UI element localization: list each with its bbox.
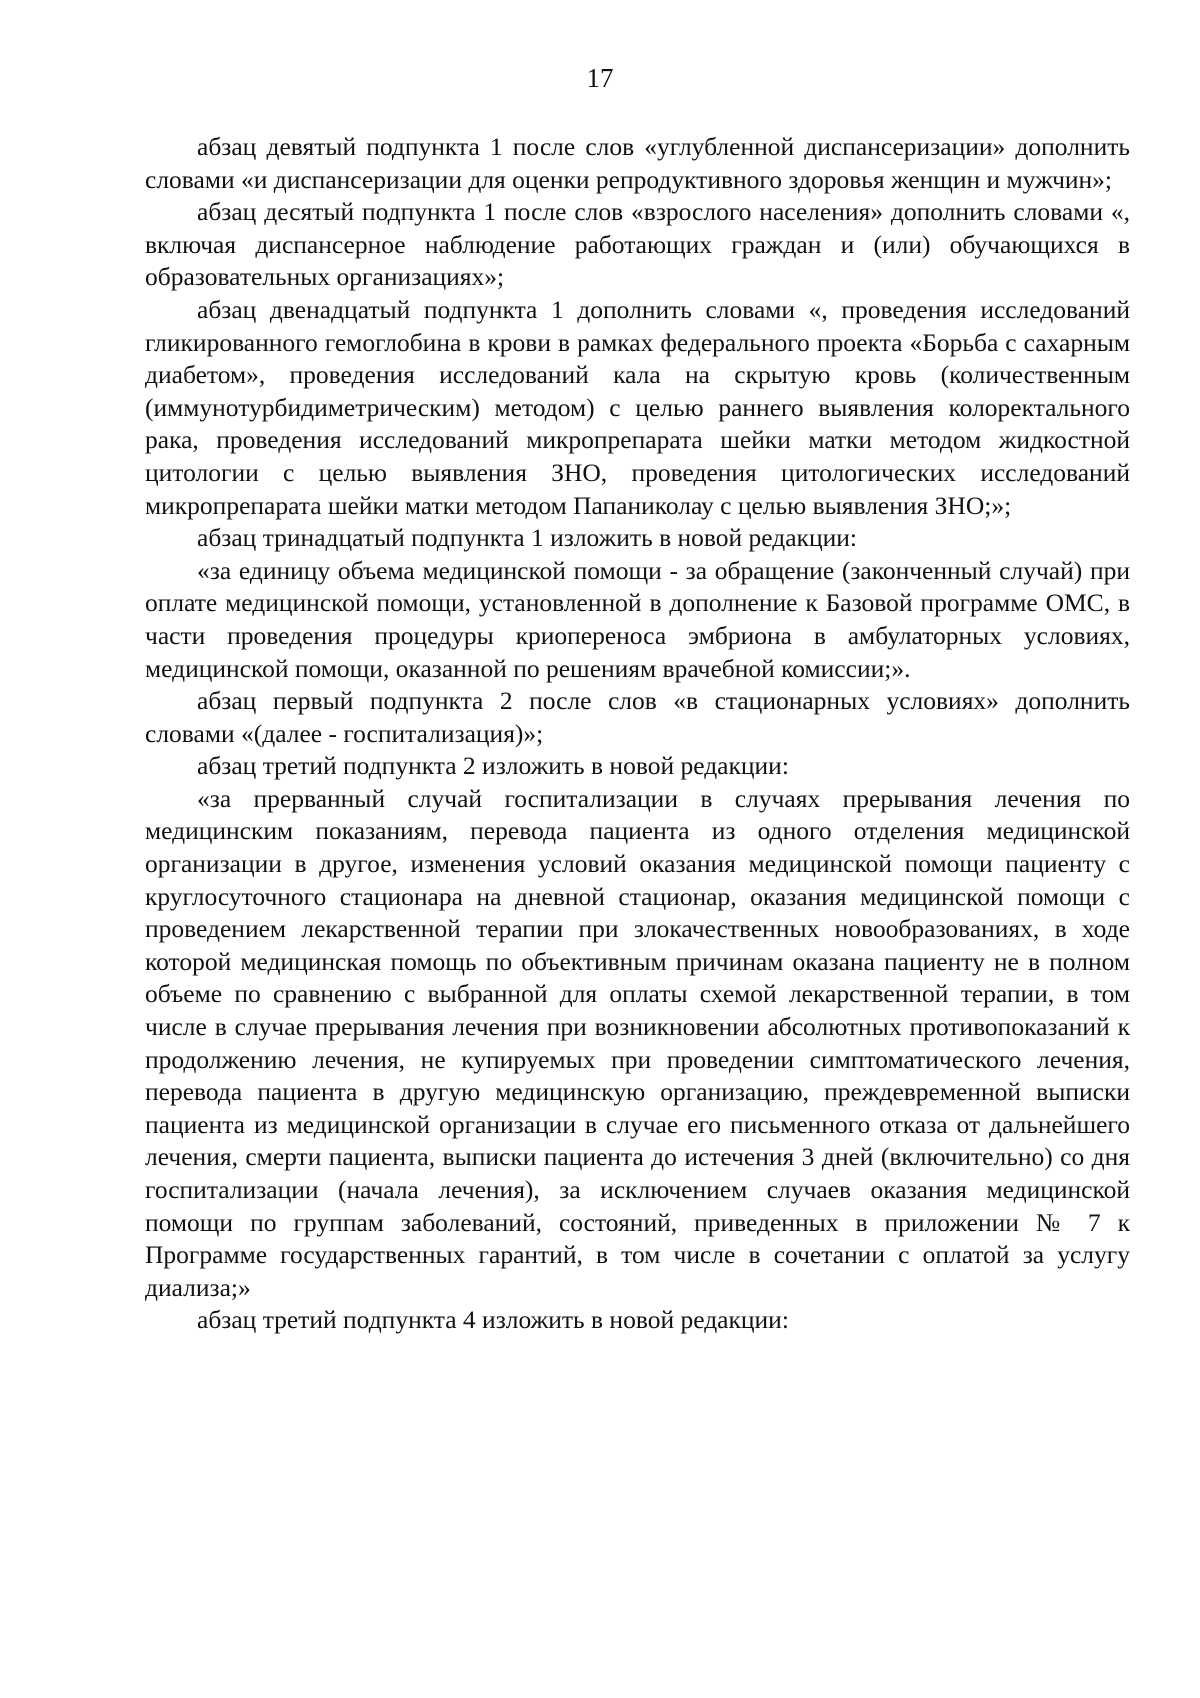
paragraph: абзац первый подпункта 2 после слов «в стационарных условиях» дополнить словами «(далее - госпитализация)»; [145,686,1130,748]
paragraph: абзац третий подпункта 4 изложить в новой редакции: [197,1305,789,1335]
paragraph: абзац девятый подпункта 1 после слов «углубленной диспансеризации» дополнить словами «и диспансеризации для оценки репродуктивного здоровья женщин и мужчин»; [145,132,1130,194]
quoted-paragraph: «за прерванный случай госпитализации в случаях прерывания лечения по медицинским показаниям, перевода пациента из одного отделения медицинской организации в другое, изменения условий оказания медицинской помощи пациенту с круглосуточного стационара на дневной стационар, оказания медицинской помощи с проведением лекарственной терапии при злокачественных новообразованиях, в ходе которой медицинская помощь по объективным причинам оказана пациенту не в полном объеме по сравнению с выбранной для оплаты схемой лекарственной терапии, в том числе в случае прерывания лечения при возникновении абсолютных противопоказаний к продолжению лечения, не купируемых при проведении симптоматического лечения, перевода пациента в другую медицинскую организацию, преждевременной выписки пациента из медицинской организации в случае его письменного отказа от дальнейшего лечения, смерти пациента, выписки пациента до истечения 3 дней (включительно) со дня госпитализации (начала лечения), за исключением случаев оказания медицинской помощи по группам заболеваний, состояний, приведенных в приложении № 7 к Программе государственных гарантий, в том числе в сочетании с оплатой за услугу диализа;» [145,783,1130,1302]
paragraph: абзац десятый подпункта 1 после слов «взрослого населения» дополнить словами «, включая диспансерное наблюдение работающих граждан и (или) обучающихся в образовательных организациях»; [145,197,1130,292]
paragraph: абзац третий подпункта 2 изложить в новой редакции: [197,751,789,781]
paragraph: абзац тринадцатый подпункта 1 изложить в новой редакции: [197,523,857,553]
quoted-paragraph: «за единицу объема медицинской помощи - за обращение (законченный случай) при оплате медицинской помощи, установленной в дополнение к Базовой программе ОМС, в части проведения процедуры криопереноса эмбриона в амбулаторных условиях, медицинской помощи, оказанной по решениям врачебной комиссии;». [145,555,1130,683]
paragraph: абзац двенадцатый подпункта 1 дополнить словами «, проведения исследований гликированного гемоглобина в крови в рамках федерального проекта «Борьба с сахарным диабетом», проведения исследований кала на скрытую кровь (количественным (иммунотурбидиметрическим) методом) с целью раннего выявления колоректального рака, проведения исследований микропрепарата шейки матки методом жидкостной цитологии с целью выявления ЗНО, проведения цитологических исследований микропрепарата шейки матки методом Папаниколау с целью выявления ЗНО;»; [145,294,1130,520]
document-body [145,131,1130,1337]
page-number: 17 [586,63,614,93]
